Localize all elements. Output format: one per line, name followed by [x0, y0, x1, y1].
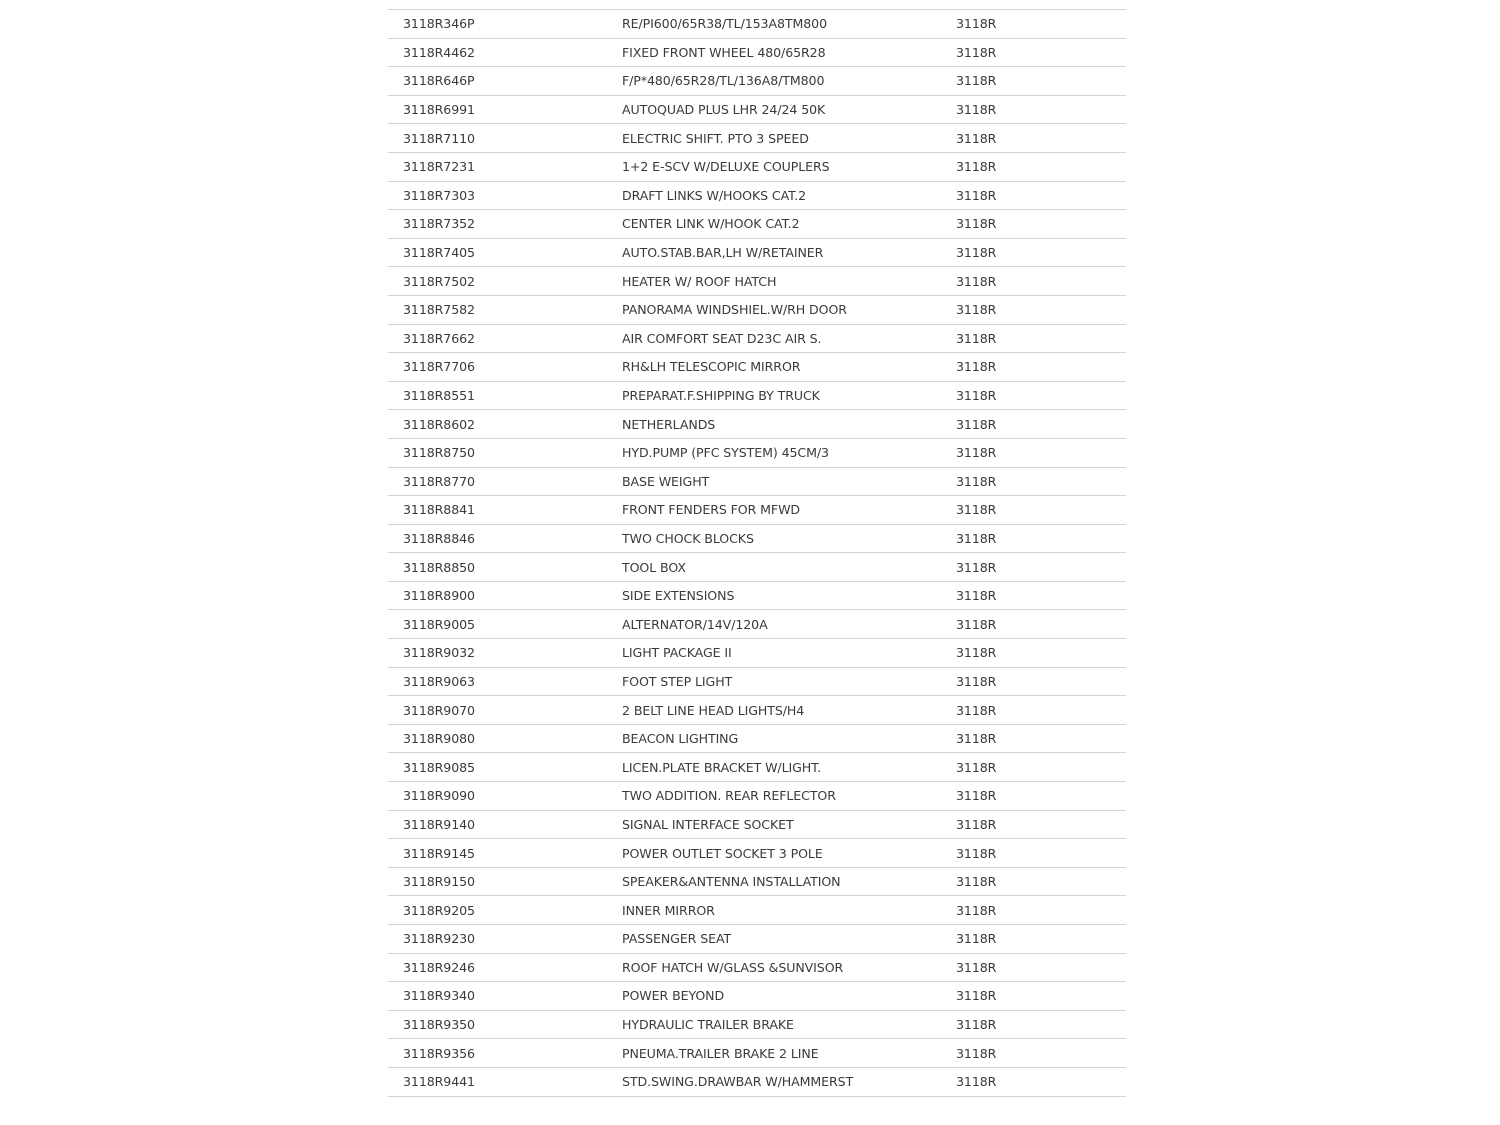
table-row — [388, 896, 1126, 925]
option-code: 3118R8602 — [388, 410, 622, 439]
option-description: RE/PI600/65R38/TL/153A8TM800 — [622, 10, 956, 39]
option-code: 3118R9356 — [388, 1039, 622, 1068]
option-code: 3118R346P — [388, 10, 622, 39]
option-description: HYDRAULIC TRAILER BRAKE — [622, 1010, 956, 1039]
option-model: 3118R — [956, 724, 1126, 753]
table-row — [388, 1010, 1126, 1039]
option-description: FOOT STEP LIGHT — [622, 667, 956, 696]
option-description: INNER MIRROR — [622, 896, 956, 925]
table-row — [388, 410, 1126, 439]
option-model: 3118R — [956, 953, 1126, 982]
option-code: 3118R7231 — [388, 152, 622, 181]
table-row — [388, 1067, 1126, 1096]
option-model: 3118R — [956, 467, 1126, 496]
table-row — [388, 581, 1126, 610]
option-code: 3118R7110 — [388, 124, 622, 153]
table-row — [388, 353, 1126, 382]
option-code: 3118R9085 — [388, 753, 622, 782]
table-row — [388, 467, 1126, 496]
table-row — [388, 753, 1126, 782]
option-description: AUTOQUAD PLUS LHR 24/24 50K — [622, 95, 956, 124]
table-row — [388, 553, 1126, 582]
table-row — [388, 782, 1126, 811]
table-row — [388, 381, 1126, 410]
table-row — [388, 810, 1126, 839]
option-model: 3118R — [956, 1039, 1126, 1068]
option-code: 3118R7582 — [388, 295, 622, 324]
table-row — [388, 925, 1126, 954]
option-code: 3118R8850 — [388, 553, 622, 582]
option-code: 3118R9246 — [388, 953, 622, 982]
option-description: TWO ADDITION. REAR REFLECTOR — [622, 782, 956, 811]
table-row — [388, 267, 1126, 296]
option-model: 3118R — [956, 496, 1126, 525]
table-row — [388, 724, 1126, 753]
option-description: PNEUMA.TRAILER BRAKE 2 LINE — [622, 1039, 956, 1068]
table-row — [388, 982, 1126, 1011]
option-model: 3118R — [956, 152, 1126, 181]
option-code: 3118R8770 — [388, 467, 622, 496]
option-model: 3118R — [956, 410, 1126, 439]
option-description: HEATER W/ ROOF HATCH — [622, 267, 956, 296]
table-row — [388, 610, 1126, 639]
option-code: 3118R7706 — [388, 353, 622, 382]
option-description: 2 BELT LINE HEAD LIGHTS/H4 — [622, 696, 956, 725]
option-model: 3118R — [956, 610, 1126, 639]
option-description: STD.SWING.DRAWBAR W/HAMMERST — [622, 1067, 956, 1096]
option-description: LICEN.PLATE BRACKET W/LIGHT. — [622, 753, 956, 782]
option-code: 3118R9230 — [388, 925, 622, 954]
option-description: POWER OUTLET SOCKET 3 POLE — [622, 839, 956, 868]
table-row — [388, 496, 1126, 525]
option-model: 3118R — [956, 324, 1126, 353]
option-model: 3118R — [956, 381, 1126, 410]
option-code: 3118R9140 — [388, 810, 622, 839]
option-code: 3118R9205 — [388, 896, 622, 925]
option-code: 3118R8900 — [388, 581, 622, 610]
option-code: 3118R9441 — [388, 1067, 622, 1096]
option-model: 3118R — [956, 10, 1126, 39]
option-code: 3118R6991 — [388, 95, 622, 124]
table-row — [388, 696, 1126, 725]
option-model: 3118R — [956, 124, 1126, 153]
option-description: DRAFT LINKS W/HOOKS CAT.2 — [622, 181, 956, 210]
option-description: 1+2 E-SCV W/DELUXE COUPLERS — [622, 152, 956, 181]
option-model: 3118R — [956, 38, 1126, 67]
option-code: 3118R7662 — [388, 324, 622, 353]
table-row — [388, 953, 1126, 982]
table-row — [388, 152, 1126, 181]
option-model: 3118R — [956, 982, 1126, 1011]
option-code: 3118R9350 — [388, 1010, 622, 1039]
option-code: 3118R9005 — [388, 610, 622, 639]
option-description: LIGHT PACKAGE II — [622, 639, 956, 668]
option-description: FRONT FENDERS FOR MFWD — [622, 496, 956, 525]
option-model: 3118R — [956, 181, 1126, 210]
option-code: 3118R7352 — [388, 210, 622, 239]
option-code: 3118R8841 — [388, 496, 622, 525]
options-table — [388, 9, 1126, 1097]
option-description: RH&LH TELESCOPIC MIRROR — [622, 353, 956, 382]
table-row — [388, 667, 1126, 696]
table-row — [388, 210, 1126, 239]
table-row — [388, 10, 1126, 39]
option-code: 3118R9063 — [388, 667, 622, 696]
option-model: 3118R — [956, 553, 1126, 582]
option-code: 3118R7405 — [388, 238, 622, 267]
option-description: AIR COMFORT SEAT D23C AIR S. — [622, 324, 956, 353]
option-code: 3118R8750 — [388, 438, 622, 467]
option-description: NETHERLANDS — [622, 410, 956, 439]
option-model: 3118R — [956, 95, 1126, 124]
table-row — [388, 238, 1126, 267]
option-model: 3118R — [956, 238, 1126, 267]
table-row — [388, 324, 1126, 353]
option-code: 3118R9145 — [388, 839, 622, 868]
option-code: 3118R9070 — [388, 696, 622, 725]
option-model: 3118R — [956, 524, 1126, 553]
table-row — [388, 181, 1126, 210]
table-row — [388, 867, 1126, 896]
option-description: SPEAKER&ANTENNA INSTALLATION — [622, 867, 956, 896]
option-description: CENTER LINK W/HOOK CAT.2 — [622, 210, 956, 239]
table-row — [388, 1039, 1126, 1068]
option-description: F/P*480/65R28/TL/136A8/TM800 — [622, 67, 956, 96]
option-code: 3118R646P — [388, 67, 622, 96]
option-model: 3118R — [956, 639, 1126, 668]
table-row — [388, 524, 1126, 553]
option-model: 3118R — [956, 810, 1126, 839]
option-model: 3118R — [956, 295, 1126, 324]
option-model: 3118R — [956, 67, 1126, 96]
option-description: POWER BEYOND — [622, 982, 956, 1011]
option-model: 3118R — [956, 896, 1126, 925]
option-description: BASE WEIGHT — [622, 467, 956, 496]
option-model: 3118R — [956, 696, 1126, 725]
option-code: 3118R9080 — [388, 724, 622, 753]
option-model: 3118R — [956, 867, 1126, 896]
table-row — [388, 639, 1126, 668]
table-row — [388, 38, 1126, 67]
option-model: 3118R — [956, 753, 1126, 782]
option-description: SIGNAL INTERFACE SOCKET — [622, 810, 956, 839]
option-code: 3118R7303 — [388, 181, 622, 210]
option-description: FIXED FRONT WHEEL 480/65R28 — [622, 38, 956, 67]
option-model: 3118R — [956, 1067, 1126, 1096]
option-description: PREPARAT.F.SHIPPING BY TRUCK — [622, 381, 956, 410]
option-description: BEACON LIGHTING — [622, 724, 956, 753]
option-code: 3118R4462 — [388, 38, 622, 67]
option-description: TWO CHOCK BLOCKS — [622, 524, 956, 553]
option-description: SIDE EXTENSIONS — [622, 581, 956, 610]
table-row — [388, 124, 1126, 153]
option-code: 3118R9340 — [388, 982, 622, 1011]
table-row — [388, 438, 1126, 467]
table-row — [388, 839, 1126, 868]
option-code: 3118R8846 — [388, 524, 622, 553]
option-model: 3118R — [956, 782, 1126, 811]
option-model: 3118R — [956, 925, 1126, 954]
option-model: 3118R — [956, 267, 1126, 296]
option-description: ALTERNATOR/14V/120A — [622, 610, 956, 639]
option-description: ROOF HATCH W/GLASS &SUNVISOR — [622, 953, 956, 982]
option-description: ELECTRIC SHIFT. PTO 3 SPEED — [622, 124, 956, 153]
option-model: 3118R — [956, 438, 1126, 467]
option-model: 3118R — [956, 839, 1126, 868]
option-model: 3118R — [956, 353, 1126, 382]
option-code: 3118R9150 — [388, 867, 622, 896]
options-table-body — [388, 10, 1126, 1097]
option-description: PANORAMA WINDSHIEL.W/RH DOOR — [622, 295, 956, 324]
option-description: AUTO.STAB.BAR,LH W/RETAINER — [622, 238, 956, 267]
option-code: 3118R9032 — [388, 639, 622, 668]
table-row — [388, 67, 1126, 96]
option-code: 3118R8551 — [388, 381, 622, 410]
option-code: 3118R9090 — [388, 782, 622, 811]
option-description: PASSENGER SEAT — [622, 925, 956, 954]
option-model: 3118R — [956, 1010, 1126, 1039]
option-model: 3118R — [956, 581, 1126, 610]
table-row — [388, 95, 1126, 124]
option-model: 3118R — [956, 210, 1126, 239]
table-row — [388, 295, 1126, 324]
option-description: TOOL BOX — [622, 553, 956, 582]
option-code: 3118R7502 — [388, 267, 622, 296]
option-description: HYD.PUMP (PFC SYSTEM) 45CM/3 — [622, 438, 956, 467]
option-model: 3118R — [956, 667, 1126, 696]
